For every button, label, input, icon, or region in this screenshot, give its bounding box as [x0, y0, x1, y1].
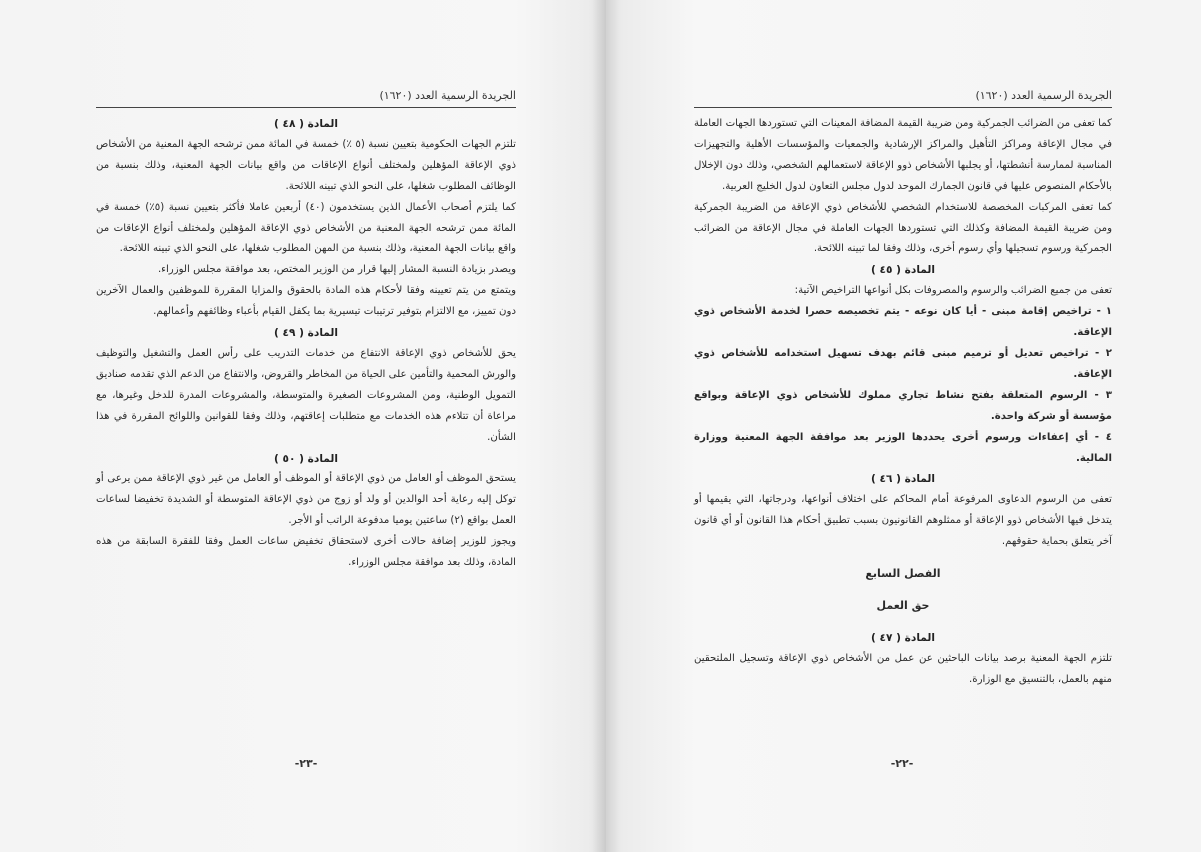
article-50-title: المادة ( ٥٠ )	[273, 452, 339, 465]
gutter-shadow	[606, 0, 620, 852]
article-46-paragraph-1: تعفى من الرسوم الدعاوى المرفوعة أمام المحاكم على اختلاف أنواعها، ودرجاتها، التي يقيمها أو يتدخل فيها الأشخاص ذوو الإعاقة أو ممثلوهم القانونيون بسبب تطبيق أحكام هذا القانون أو أي قانون آخر يتعلق بحماية حقوقهم.	[694, 494, 1112, 548]
article-45-title: المادة ( ٤٥ )	[870, 264, 936, 277]
article-45-item-2: ٢ - تراخيص تعديل أو ترميم مبنى قائم بهدف تسهيل استخدامه للأشخاص ذوي الإعاقة.	[694, 347, 1112, 380]
gutter-shadow	[592, 0, 606, 852]
page-header	[96, 89, 516, 108]
article-45-item-3: ٣ - الرسوم المتعلقة بفتح نشاط تجاري مملوك للأشخاص ذوي الإعاقة وبواقع مؤسسة أو شركة واحدة.	[694, 389, 1112, 422]
header-title: الجريدة الرسمية العدد (١٦٢٠)	[975, 89, 1112, 102]
exemption-paragraph-2: كما تعفى المركبات المخصصة للاستخدام الشخصي للأشخاص ذوي الإعاقة من الضريبة الجمركية ومن ضريبة القيمة المضافة وكذلك التي تستوردها الجهات العاملة في مجال الإعاقة من الضرائب الجمركية ورسوم تسجيلها وأي رسوم أخرى، وذلك وفقا لما تبينه اللائحة.	[694, 201, 1112, 255]
chapter-title: حق العمل	[876, 598, 930, 612]
page-body	[694, 114, 1112, 691]
page-header	[694, 89, 1112, 108]
page-number: -٢٣-	[294, 757, 318, 770]
article-45-item-4: ٤ - أي إعفاءات ورسوم أخرى يحددها الوزير بعد موافقة الجهة المعنية ووزارة المالية.	[694, 431, 1112, 464]
article-48-paragraph-4: ويتمتع من يتم تعيينه وفقا لأحكام هذه المادة بالحقوق والمزايا المقررة للموظفين والعمال الآخرين دون تمييز، مع الالتزام بتوفير ترتيبات تيسيرية بما يكفل القيام بأعباء وظائفهم وأعمالهم.	[96, 285, 516, 318]
article-46-title: المادة ( ٤٦ )	[870, 473, 936, 486]
article-48-paragraph-1: تلتزم الجهات الحكومية بتعيين نسبة (٥ ٪) خمسة في المائة ممن ترشحه الجهة المعنية من الأشخاص ذوي الإعاقة المؤهلين ولمختلف أنواع الإعاقات من واقع بيانات الجهة المعنية، وذلك بنسبة من الوظائف المطلوب شغلها، على النحو الذي تبينه اللائحة.	[96, 138, 517, 192]
page-body	[96, 114, 516, 574]
article-47-title: المادة ( ٤٧ )	[870, 631, 936, 644]
article-48-paragraph-2: كما يلتزم أصحاب الأعمال الذين يستخدمون (٤٠) أربعين عاملا فأكثر بتعيين نسبة (٥٪) خمسة في المائة ممن ترشحه الجهة المعنية من الأشخاص ذوي الإعاقة المؤهلين ولمختلف أنواع الإعاقات من واقع بيانات الجهة المعنية، وذلك بنسبة من المهن المطلوب شغلها، على النحو الذي تبينه اللائحة.	[96, 201, 516, 255]
header-title: الجريدة الرسمية العدد (١٦٢٠)	[379, 89, 516, 102]
article-48-title: المادة ( ٤٨ )	[273, 118, 339, 130]
article-50-paragraph-2: ويجوز للوزير إضافة حالات أخرى لاستحقاق تخفيض ساعات العمل وفقا للفقرة السابقة من هذه المادة، وذلك بعد موافقة مجلس الوزراء.	[96, 536, 516, 569]
article-47-paragraph-1: تلتزم الجهة المعنية برصد بيانات الباحثين عن عمل من الأشخاص ذوي الإعاقة وتسجيل الملتحقين منهم بالعمل، بالتنسيق مع الوزارة.	[694, 652, 1112, 685]
page-number: -٢٢-	[890, 757, 914, 770]
article-45-intro: تعفى من جميع الضرائب والرسوم والمصروفات بكل أنواعها التراخيص الآتية:	[794, 285, 1112, 297]
article-45-item-1: ١ - تراخيص إقامة مبنى - أيا كان نوعه - يتم تخصيصه حصرا لخدمة الأشخاص ذوي الإعاقة.	[694, 306, 1112, 339]
chapter-heading: الفصل السابع	[865, 567, 941, 581]
article-48-paragraph-3: ويصدر بزيادة النسبة المشار إليها قرار من الوزير المختص، بعد موافقة مجلس الوزراء.	[157, 264, 516, 276]
page-22	[606, 0, 1201, 852]
article-49-title: المادة ( ٤٩ )	[273, 327, 339, 340]
exemption-paragraph-1: كما تعفى من الضرائب الجمركية ومن ضريبة القيمة المضافة المعينات التي تستوردها الجهات العاملة في مجال الإعاقة ومراكز التأهيل والمراكز الإرشادية والجمعيات والمؤسسات الأهلية والتجهيزات المناسبة لممارسة أنشطتها، أو يجلبها الأشخاص ذوو الإعاقة لاستعمالهم الشخصي، وذلك دون الإخلال بالأحكام المنصوص عليها في قانون الجمارك الموحد لدول مجلس التعاون لدول الخليج العربية.	[694, 118, 1112, 192]
article-50-paragraph-1: يستحق الموظف أو العامل من ذوي الإعاقة أو الموظف أو العامل من غير ذوي الإعاقة ممن يرعى أو توكل إليه رعاية أحد الوالدين أو ولد أو زوج من ذوي الإعاقة المتوسطة أو الشديدة تخفيضا لساعات العمل بواقع (٢) ساعتين يوميا مدفوعة الراتب أو الأجر.	[96, 473, 516, 527]
article-49-paragraph-1: يحق للأشخاص ذوي الإعاقة الانتفاع من خدمات التدريب على رأس العمل والتشغيل والتوظيف والورش المحمية والتأمين على الحياة من المخاطر والقروض، والانتفاع من الدعم الذي تقدمه صناديق التمويل الوطنية، ومن المشروعات الصغيرة والمتوسطة، والمشروعات المدرة للدخل وغيرها، مع مراعاة أن تتلاءم هذه الخدمات مع متطلبات إعاقتهم، وذلك وفقا للقوانين واللوائح المقررة في هذا الشأن.	[96, 347, 516, 443]
